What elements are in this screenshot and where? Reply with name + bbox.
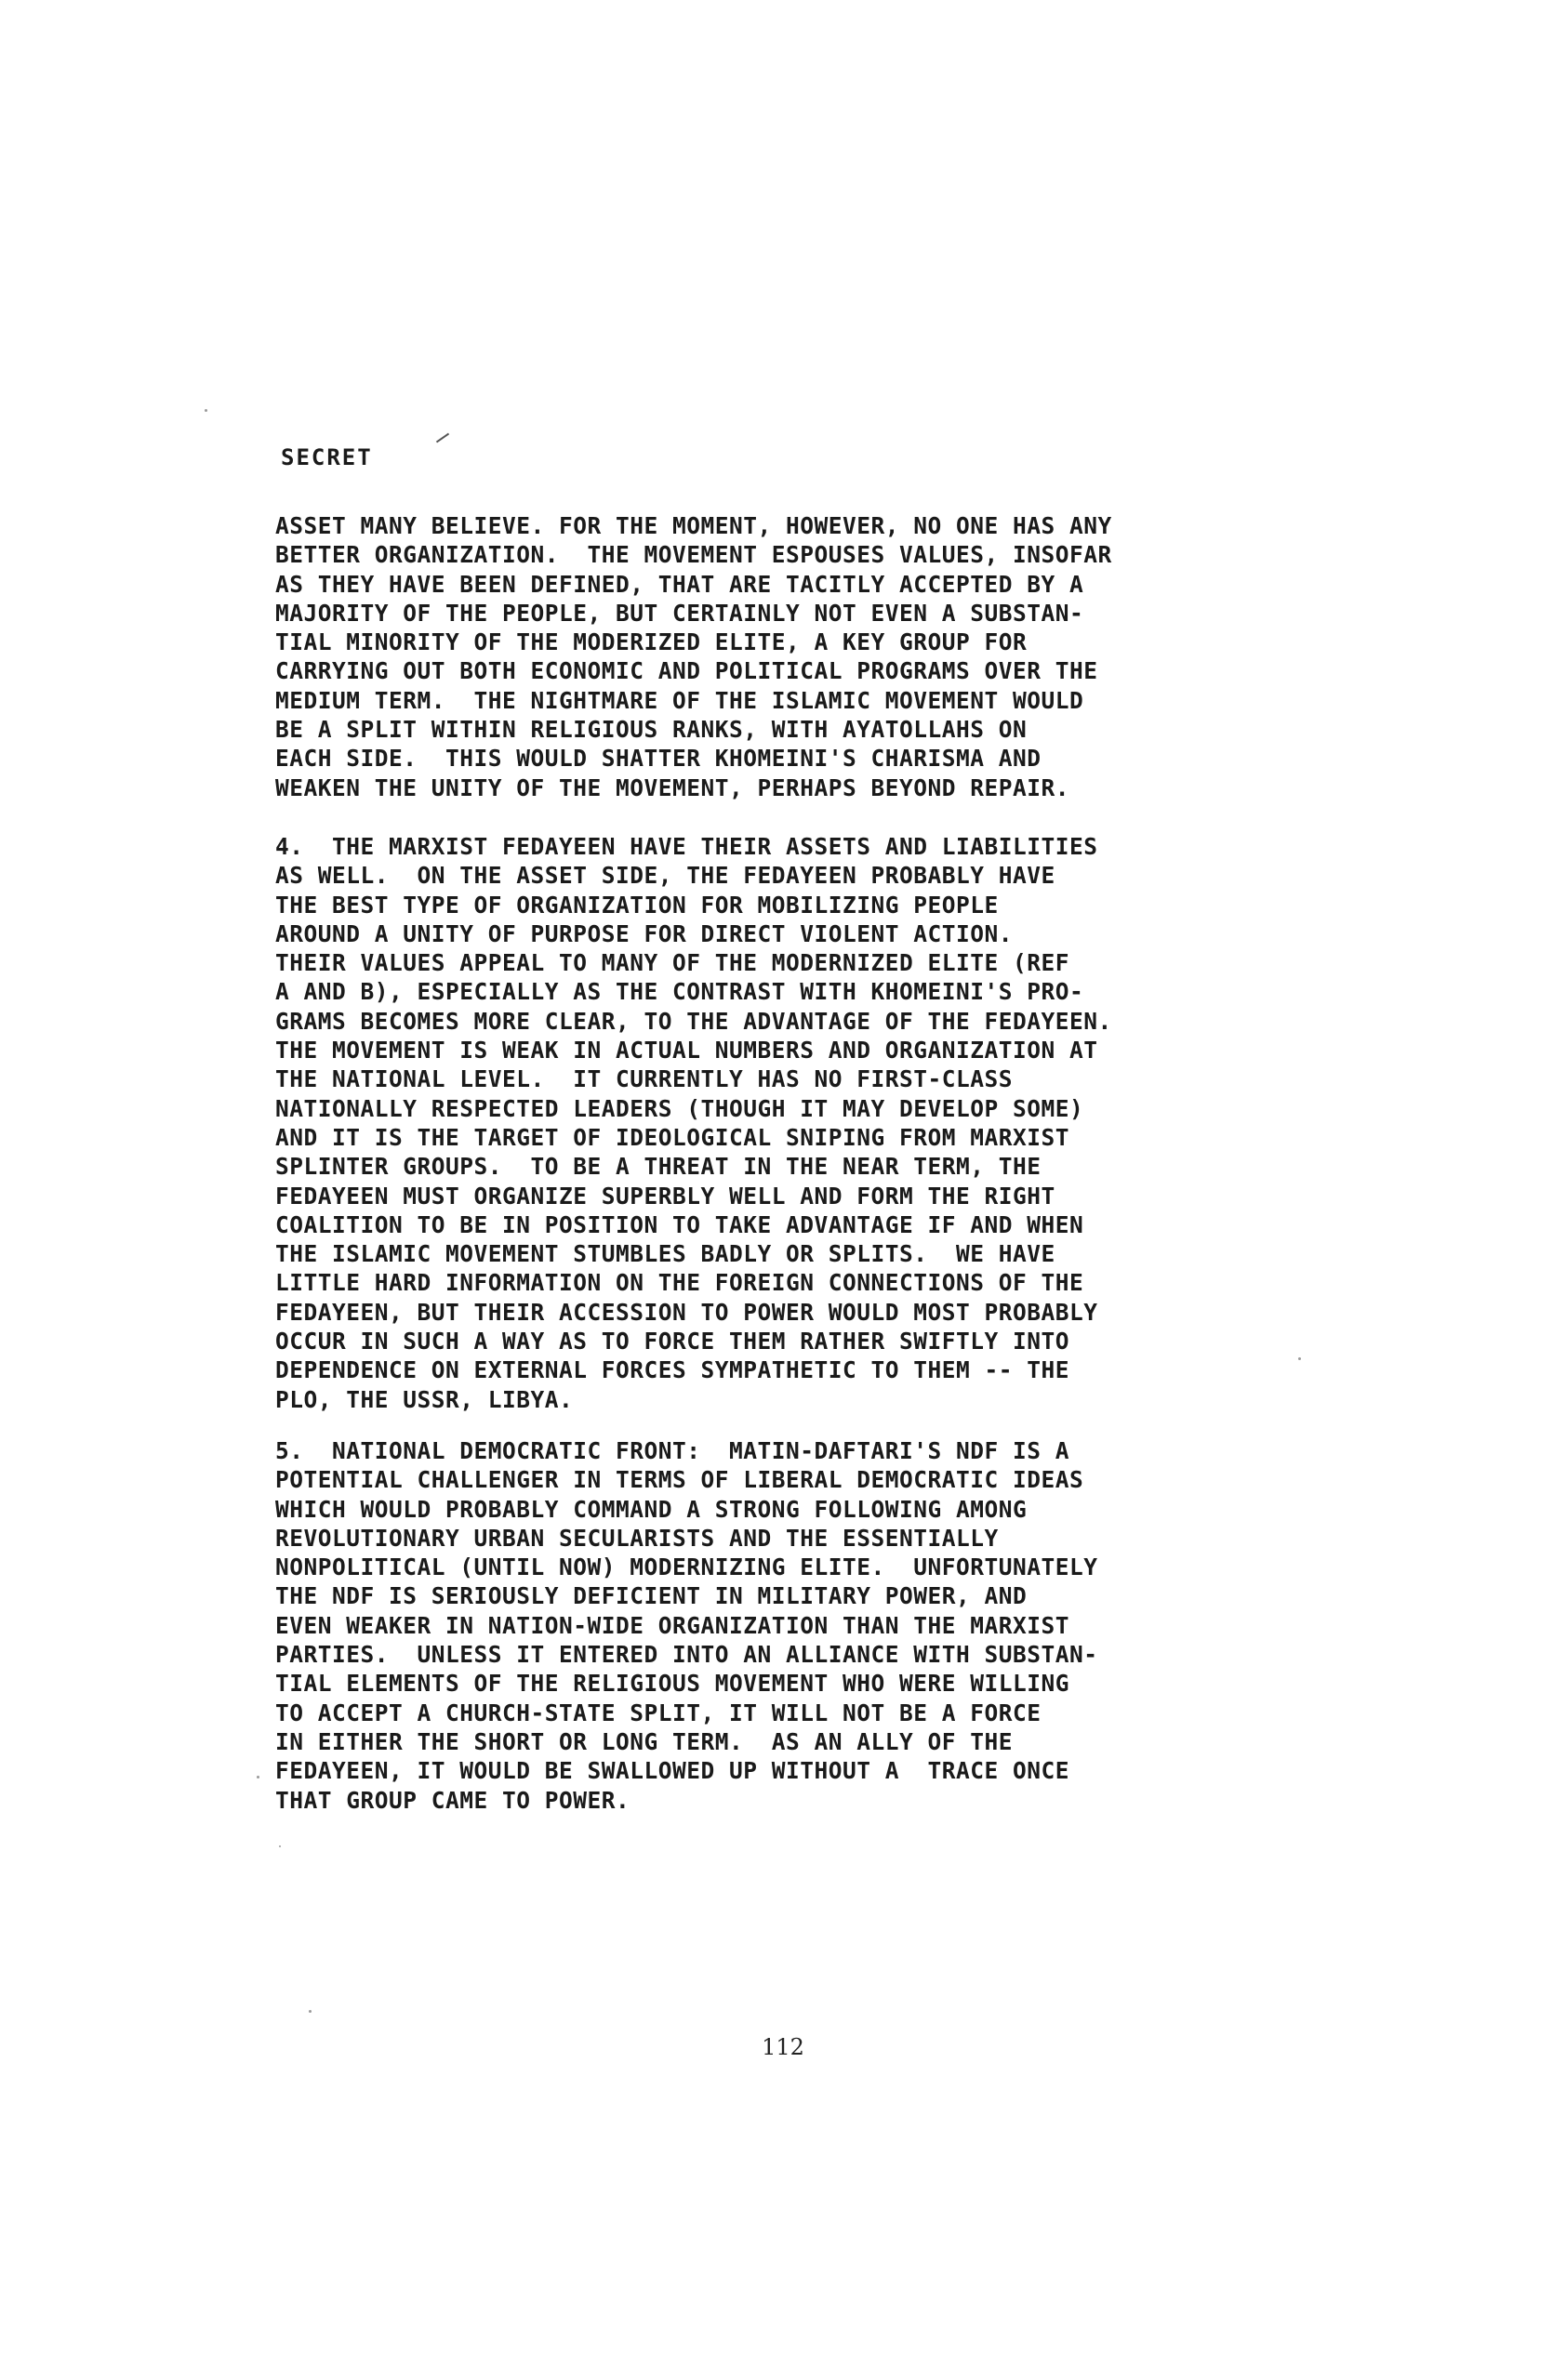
scan-speck bbox=[257, 1776, 259, 1778]
classification-marking: SECRET bbox=[281, 444, 373, 470]
page-number: 112 bbox=[762, 2034, 804, 2060]
scan-speck bbox=[1298, 1357, 1301, 1360]
scan-speck bbox=[205, 409, 207, 412]
paragraph-3-continued: ASSET MANY BELIEVE. FOR THE MOMENT, HOWEVER, NO ONE HAS ANY BETTER ORGANIZATION. THE MOVEMENT ESPOUSES VALUES, INSOFAR AS THEY HAVE BEEN DEFINED, THAT ARE TACITLY ACCEPTED BY A MAJORITY OF THE PEOPLE, BUT CERTAINLY NOT EVEN A SUBSTAN- TIAL MINORITY OF THE MODERIZED ELITE, A KEY GROUP FOR CARRYING OUT BOTH ECONOMIC AND POLITICAL PROGRAMS OVER THE MEDIUM TERM. THE NIGHTMARE OF THE ISLAMIC MOVEMENT WOULD BE A SPLIT WITHIN RELIGIOUS RANKS, WITH AYATOLLAHS ON EACH SIDE. THIS WOULD SHATTER KHOMEINI'S CHARISMA AND WEAKEN THE UNITY OF THE MOVEMENT, PERHAPS BEYOND REPAIR. bbox=[275, 512, 1112, 801]
scan-speck bbox=[279, 1845, 281, 1847]
pen-mark bbox=[436, 433, 449, 443]
scan-speck bbox=[309, 2010, 312, 2013]
paragraph-4: 4. THE MARXIST FEDAYEEN HAVE THEIR ASSETS AND LIABILITIES AS WELL. ON THE ASSET SIDE, THE FEDAYEEN PROBABLY HAVE THE BEST TYPE OF ORGANIZATION FOR MOBILIZING PEOPLE AROUND A UNITY OF PURPOSE FOR DIRECT VIOLENT ACTION. THEIR VALUES APPEAL TO MANY OF THE MODERNIZED ELITE (REF A AND B), ESPECIALLY AS THE CONTRAST WITH KHOMEINI'S PRO- GRAMS BECOMES MORE CLEAR, TO THE ADVANTAGE OF THE FEDAYEEN. THE MOVEMENT IS WEAK IN ACTUAL NUMBERS AND ORGANIZATION AT THE NATIONAL LEVEL. IT CURRENTLY HAS NO FIRST-CLASS NATIONALLY RESPECTED LEADERS (THOUGH IT MAY DEVELOP SOME) AND IT IS THE TARGET OF IDEOLOGICAL SNIPING FROM MARXIST SPLINTER GROUPS. TO BE A THREAT IN THE NEAR TERM, THE FEDAYEEN MUST ORGANIZE SUPERBLY WELL AND FORM THE RIGHT COALITION TO BE IN POSITION TO TAKE ADVANTAGE IF AND WHEN THE ISLAMIC MOVEMENT STUMBLES BADLY OR SPLITS. WE HAVE LITTLE HARD INFORMATION ON THE FOREIGN CONNECTIONS OF THE FEDAYEEN, BUT THEIR ACCESSION TO POWER WOULD MOST PROBABLY OCCUR IN SUCH A WAY AS TO FORCE THEM RATHER SWIFTLY INTO DEPENDENCE ON EXTERNAL FORCES SYMPATHETIC TO THEM -- THE PLO, THE USSR, LIBYA. bbox=[275, 833, 1112, 1413]
paragraph-5: 5. NATIONAL DEMOCRATIC FRONT: MATIN-DAFTARI'S NDF IS A POTENTIAL CHALLENGER IN TERMS OF LIBERAL DEMOCRATIC IDEAS WHICH WOULD PROBABLY COMMAND A STRONG FOLLOWING AMONG REVOLUTIONARY URBAN SECULARISTS AND THE ESSENTIALLY NONPOLITICAL (UNTIL NOW) MODERNIZING ELITE. UNFORTUNATELY THE NDF IS SERIOUSLY DEFICIENT IN MILITARY POWER, AND EVEN WEAKER IN NATION-WIDE ORGANIZATION THAN THE MARXIST PARTIES. UNLESS IT ENTERED INTO AN ALLIANCE WITH SUBSTAN- TIAL ELEMENTS OF THE RELIGIOUS MOVEMENT WHO WERE WILLING TO ACCEPT A CHURCH-STATE SPLIT, IT WILL NOT BE A FORCE IN EITHER THE SHORT OR LONG TERM. AS AN ALLY OF THE FEDAYEEN, IT WOULD BE SWALLOWED UP WITHOUT A TRACE ONCE THAT GROUP CAME TO POWER. bbox=[275, 1437, 1098, 1814]
